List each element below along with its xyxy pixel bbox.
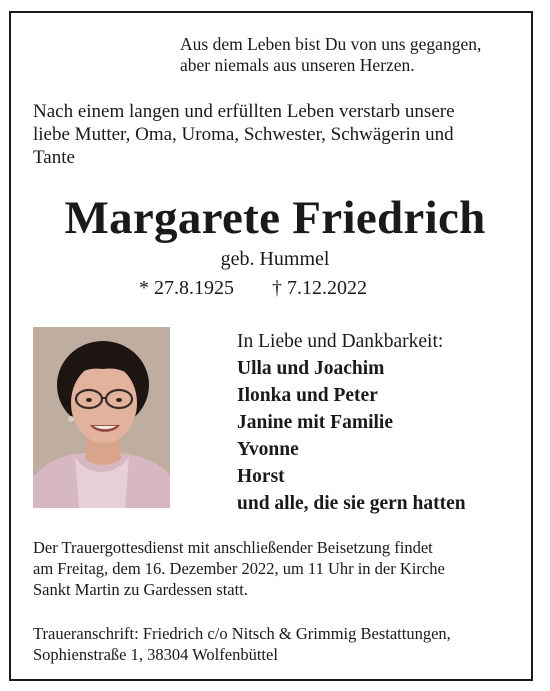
mourner-name: Ulla und Joachim [237, 358, 385, 379]
mourner-name: Horst [237, 466, 285, 487]
intro-line: Tante [33, 147, 75, 168]
mourning-address [33, 623, 523, 665]
mourner-name: und alle, die sie gern hatten [237, 493, 466, 514]
birth-name: geb. Hummel [220, 248, 330, 270]
birth-date: * 27.8.1925 [139, 277, 234, 299]
motto [180, 34, 481, 76]
thanks-block [237, 328, 466, 517]
mourner-name: Yvonne [237, 439, 299, 460]
service-line: Sankt Martin zu Gardessen statt. [33, 580, 248, 599]
portrait-photo [33, 327, 170, 508]
service-info [33, 537, 517, 600]
mourner-name: Janine mit Familie [237, 412, 393, 433]
mourner-name: Ilonka und Peter [237, 385, 378, 406]
death-date: † 7.12.2022 [272, 277, 367, 299]
service-line: Der Trauergottesdienst mit anschließender Beisetzung findet [33, 538, 433, 557]
motto-line: Aus dem Leben bist Du von uns gegangen, [180, 34, 482, 54]
deceased-name: Margarete Friedrich [64, 192, 486, 244]
intro-line: Nach einem langen und erfüllten Leben verstarb unsere [33, 101, 455, 122]
life-dates [139, 276, 367, 300]
intro-line: liebe Mutter, Oma, Uroma, Schwester, Schwägerin und [33, 124, 454, 145]
service-line: am Freitag, dem 16. Dezember 2022, um 11 Uhr in der Kirche [33, 559, 445, 578]
address-line: Traueranschrift: Friedrich c/o Nitsch & Grimmig Bestattungen, [33, 624, 451, 643]
motto-line: aber niemals aus unseren Herzen. [180, 55, 415, 75]
thanks-heading: In Liebe und Dankbarkeit: [237, 331, 444, 352]
address-line: Sophienstraße 1, 38304 Wolfenbüttel [33, 645, 278, 664]
intro-text [33, 100, 523, 169]
